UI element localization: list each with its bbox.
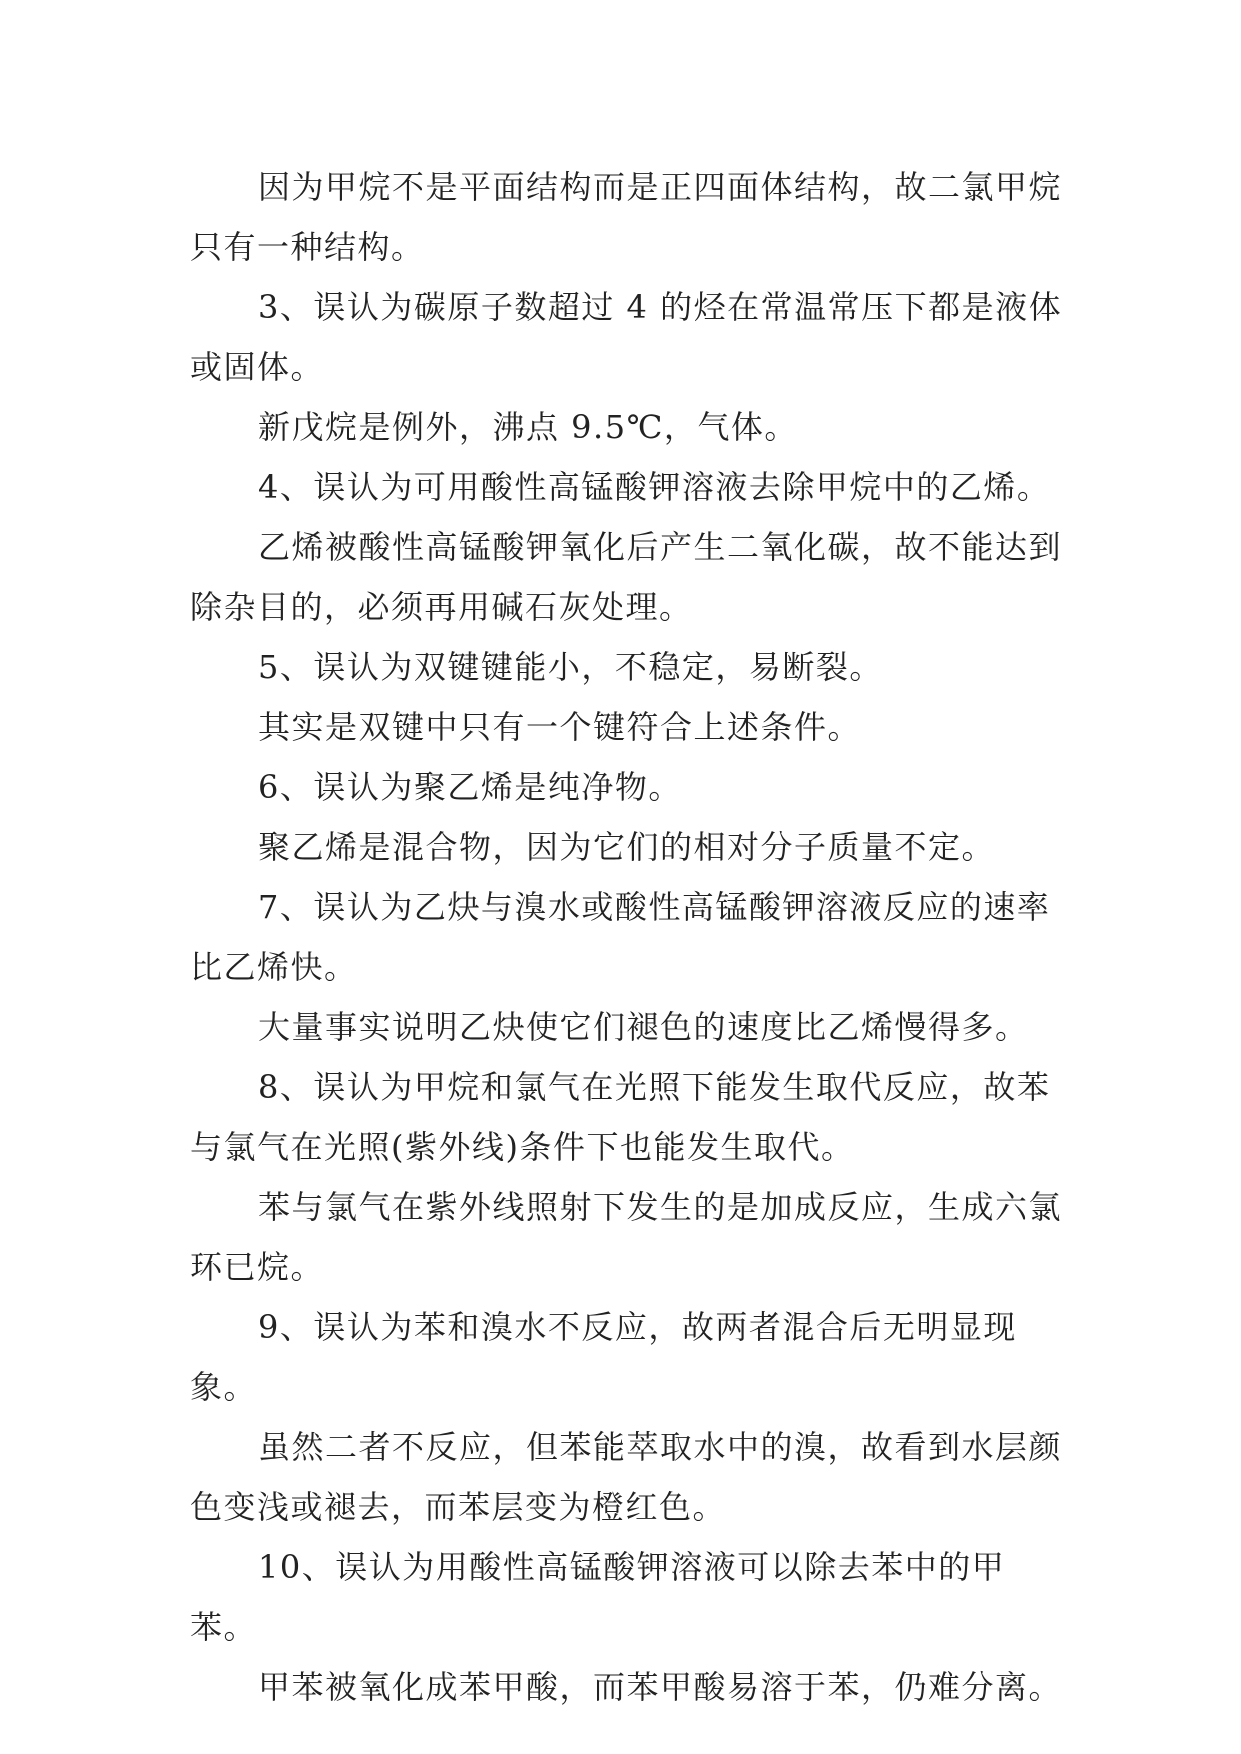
paragraph: 3、误认为碳原子数超过 4 的烃在常温常压下都是液体或固体。	[190, 288, 1063, 386]
paragraph: 甲苯被氧化成苯甲酸，而苯甲酸易溶于苯，仍难分离。	[258, 1668, 1063, 1706]
paragraph: 其实是双键中只有一个键符合上述条件。	[258, 708, 862, 746]
paragraph: 乙烯被酸性高锰酸钾氧化后产生二氧化碳，故不能达到除杂目的，必须再用碱石灰处理。	[190, 528, 1063, 626]
paragraph: 聚乙烯是混合物，因为它们的相对分子质量不定。	[258, 828, 996, 866]
paragraph: 大量事实说明乙炔使它们褪色的速度比乙烯慢得多。	[258, 1008, 1029, 1046]
paragraph: 苯与氯气在紫外线照射下发生的是加成反应，生成六氯环已烷。	[190, 1188, 1063, 1286]
paragraph: 虽然二者不反应，但苯能萃取水中的溴，故看到水层颜色变浅或褪去，而苯层变为橙红色。	[190, 1428, 1063, 1526]
paragraph: 7、误认为乙炔与溴水或酸性高锰酸钾溶液反应的速率比乙烯快。	[190, 888, 1051, 986]
paragraph: 10、误认为用酸性高锰酸钾溶液可以除去苯中的甲苯。	[190, 1548, 1006, 1646]
paragraph: 6、误认为聚乙烯是纯净物。	[258, 768, 682, 806]
paragraph: 9、误认为苯和溴水不反应，故两者混合后无明显现象。	[190, 1308, 1017, 1406]
paragraph: 因为甲烷不是平面结构而是正四面体结构，故二氯甲烷只有一种结构。	[190, 168, 1063, 266]
document-body	[190, 157, 1070, 1717]
paragraph: 4、误认为可用酸性高锰酸钾溶液去除甲烷中的乙烯。	[258, 468, 1051, 506]
paragraph: 新戊烷是例外，沸点 9.5℃，气体。	[258, 408, 798, 446]
paragraph: 5、误认为双键键能小，不稳定，易断裂。	[258, 648, 883, 686]
paragraph: 8、误认为甲烷和氯气在光照下能发生取代反应，故苯与氯气在光照(紫外线)条件下也能发生取代。	[190, 1068, 1051, 1166]
